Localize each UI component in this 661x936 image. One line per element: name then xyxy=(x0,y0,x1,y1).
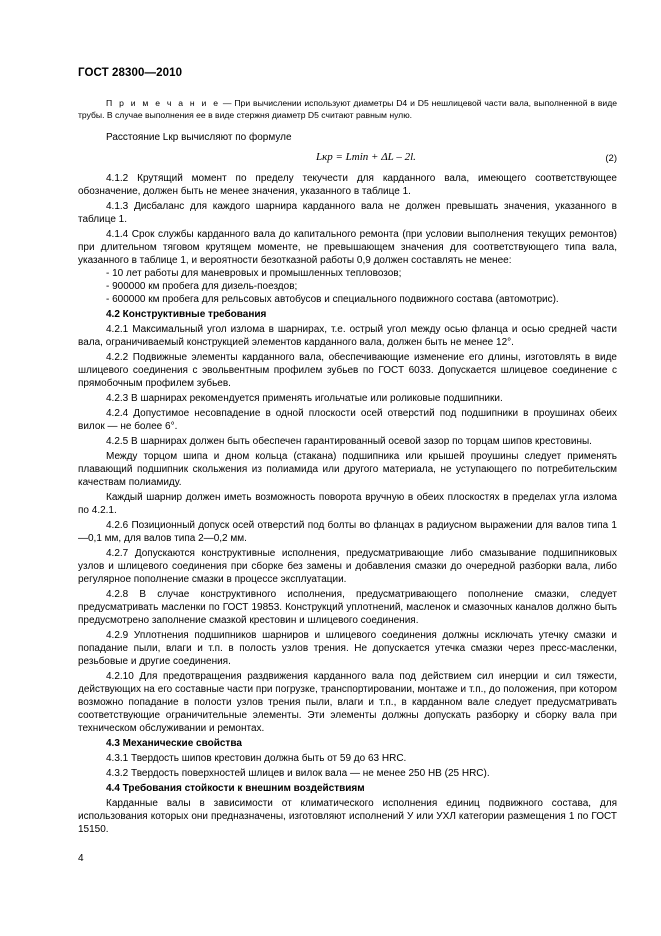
document-body xyxy=(78,97,617,836)
paragraph-4-2-7: 4.2.7 Допускаются конструктивные исполнения, предусматривающие либо смазывание подшипниковых узлов и шлицевого соединения при сборке без замены и добавления смазки до очередной разборки вала, либо регулярное пополнение смазки в процессе эксплуатации. xyxy=(78,548,617,585)
paragraph-4-1-3: 4.1.3 Дисбаланс для каждого шарнира карданного вала не должен превышать значения, указанного в таблице 1. xyxy=(78,201,617,225)
paragraph-4-2-10: 4.2.10 Для предотвращения раздвижения карданного вала под действием сил инерции и сил тяжести, действующих на его составные части при погрузке, транспортировании, монтаже и т.п., до положения, при котором возможно попадание в полости узлов трения пыли, влаги и т.п., в карданном вале следует предусматривать соответствующие ограничительные элементы. Эти элементы должны допускать разборку и сборку вала при техническом обслуживании и ремонтах. xyxy=(78,671,617,734)
note-text: — При вычислении используют диаметры D4 и D5 нешлицевой части вала, выполненной в виде трубы. В случае выполнения ее в виде стержня диаметр D5 считают равным нулю. xyxy=(78,98,617,120)
paragraph-4-2-9: 4.2.9 Уплотнения подшипников шарниров и шлицевого соединения должны исключать утечку смазки и попадание пыли, влаги и т.п. в полость узлов трения. Не допускается утечка смазки через пресс-масленки, резьбовые и другие соединения. xyxy=(78,630,617,667)
list-item: - 10 лет работы для маневровых и промышленных тепловозов; xyxy=(106,268,402,279)
paragraph-4-2-1: 4.2.1 Максимальный угол излома в шарнирах, т.е. острый угол между осью фланца и осью средней части вала, ограничиваемый конструкцией элементов карданного вала, должен быть не менее 12°. xyxy=(78,324,617,348)
section-heading-4-2: 4.2 Конструктивные требования xyxy=(106,309,267,320)
list-item: - 600000 км пробега для рельсовых автобусов и специального подвижного состава (автомотрис). xyxy=(106,294,559,305)
paragraph-4-4: Карданные валы в зависимости от климатического исполнения единиц подвижного состава, для использования которых они предназначены, изготовляют исполнений У или УХЛ категории размещения 1 по ГОСТ 15150. xyxy=(78,798,617,835)
note-label: П р и м е ч а н и е xyxy=(106,98,221,108)
paragraph-4-1-4: 4.1.4 Срок службы карданного вала до капитального ремонта (при условии выполнения текущих ремонтов) при длительном тяговом крутящем моменте, не превышающем значения для соответствующего типа вала, указанного в таблице 1, и вероятности безотказной работы 0,9 должен составлять не менее: xyxy=(78,229,617,266)
formula-intro: Расстояние Lкр вычисляют по формуле xyxy=(106,132,292,143)
equation-number: (2) xyxy=(605,153,617,164)
section-heading-4-4: 4.4 Требования стойкости к внешним воздействиям xyxy=(106,783,365,794)
paragraph-4-1-2: 4.1.2 Крутящий момент по пределу текучести для карданного вала, имеющего соответствующее обозначение, должен быть не менее значения, указанного в таблице 1. xyxy=(78,173,617,197)
paragraph-4-2-5-b: Каждый шарнир должен иметь возможность поворота вручную в обеих плоскостях в пределах угла излома по 4.2.1. xyxy=(78,492,617,516)
list-item: - 900000 км пробега для дизель-поездов; xyxy=(106,281,298,292)
paragraph-4-2-5: 4.2.5 В шарнирах должен быть обеспечен гарантированный осевой зазор по торцам шипов крестовины. xyxy=(106,436,592,447)
paragraph-4-2-4: 4.2.4 Допустимое несовпадение в одной плоскости осей отверстий под подшипники в проушинах обеих вилок — не более 6°. xyxy=(78,408,617,432)
section-heading-4-3: 4.3 Механические свойства xyxy=(106,738,242,749)
paragraph-4-2-6: 4.2.6 Позиционный допуск осей отверстий под болты во фланцах в радиусном выражении для валов типа 1—0,1 мм, для валов типа 2—0,2 мм. xyxy=(78,520,617,544)
document-header: ГОСТ 28300—2010 xyxy=(78,67,183,79)
formula: Lкр = Lmin + ΔL – 2l. xyxy=(316,151,416,163)
paragraph-4-2-5-a: Между торцом шипа и дном кольца (стакана) подшипника или крышей проушины следует применять плавающий подшипник скольжения из полиамида или другого материала, не уступающего по потребительским качествам полиамиду. xyxy=(78,451,617,488)
paragraph-4-2-8: 4.2.8 В случае конструктивного исполнения, предусматривающего пополнение смазки, следует предусматривать масленки по ГОСТ 19853. Конструкций уплотнений, масленок и смазочных каналов должно быть предусмотрено заполнение смазкой крестовин и шлицевого соединения. xyxy=(78,589,617,626)
paragraph-4-2-2: 4.2.2 Подвижные элементы карданного вала, обеспечивающие изменение его длины, изготовлять в виде шлицевого соединения с эвольвентным профилем зубьев по ГОСТ 6033. Допускается шлицевое соединение с прямобочным профилем зубьев. xyxy=(78,352,617,389)
page-number: 4 xyxy=(78,853,84,864)
paragraph-4-3-1: 4.3.1 Твердость шипов крестовин должна быть от 59 до 63 HRC. xyxy=(106,753,407,764)
paragraph-4-3-2: 4.3.2 Твердость поверхностей шлицев и вилок вала — не менее 250 HB (25 HRC). xyxy=(106,768,490,779)
paragraph-4-2-3: 4.2.3 В шарнирах рекомендуется применять игольчатые или роликовые подшипники. xyxy=(106,393,503,404)
note xyxy=(78,97,617,121)
formula-row xyxy=(78,150,617,166)
